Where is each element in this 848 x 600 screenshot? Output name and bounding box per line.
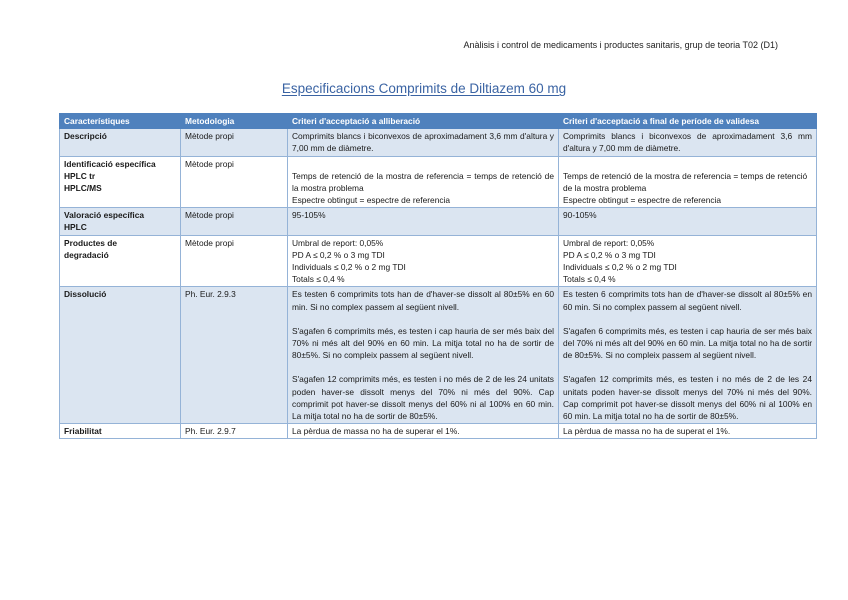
characteristic-line: degradació: [64, 249, 109, 260]
criteria-text: La pèrdua de massa no ha de superar el 1%.: [292, 426, 460, 437]
row-characteristic: [60, 129, 181, 156]
criteria-text: Totals ≤ 0,4 %: [563, 274, 616, 285]
row-characteristic: [60, 208, 181, 235]
row-release-criteria: [288, 287, 559, 424]
row-release-criteria: [288, 156, 559, 208]
criteria-text: PD A ≤ 0,2 % o 3 mg TDI: [292, 249, 385, 260]
criteria-text: 95-105%: [292, 210, 326, 221]
specifications-table: [59, 113, 817, 439]
row-release-criteria: [288, 208, 559, 235]
criteria-text: Comprimits blancs i biconvexos de aproximadament 3,6 mm d'altura y 7,00 mm de diàmetre.: [292, 131, 554, 154]
criteria-text: Temps de retenció de la mostra de referencia = temps de retenció de la mostra problema: [292, 170, 554, 193]
criteria-paragraph: S'agafen 12 comprimits més, es testen i no més de 2 de les 24 unitats poden haver-se dissolt menys del 70% ni més del 90%. Cap comprimit pot haver-se dissolt menys del 60% ni al 100% en 60 min. La mitja total no ha de sortir de 80±5%.: [292, 374, 554, 422]
row-release-criteria: [288, 424, 559, 439]
table-row: [60, 235, 817, 287]
criteria-text: 90-105%: [563, 210, 597, 221]
table-row: [60, 129, 817, 156]
column-header-methodology: Metodologia: [181, 114, 288, 129]
characteristic-line: HPLC/MS: [64, 183, 102, 194]
row-characteristic: [60, 156, 181, 208]
table-row: [60, 287, 817, 424]
criteria-paragraph: S'agafen 12 comprimits més, es testen i no més de 2 de les 24 unitats poden haver-se dissolt menys del 70% ni més del 90%. Cap comprimit pot haver-se dissolt menys del 60% ni al 100% en 60 min. La mitja total no ha de sortir de 80±5%.: [563, 374, 812, 422]
characteristic-line: Descripció: [64, 131, 107, 142]
criteria-text: Umbral de report: 0,05%: [292, 237, 384, 248]
row-characteristic: [60, 235, 181, 287]
criteria-text: Individuals ≤ 0,2 % o 2 mg TDI: [563, 262, 677, 273]
characteristic-line: HPLC: [64, 222, 87, 233]
criteria-paragraph: S'agafen 6 comprimits més, es testen i cap hauria de ser més baix del 70% ni més alt del 90% en 60 min. La mitja total no ha de sortir de 80±5%. Si no compleix passem al següent nivell.: [292, 325, 554, 361]
characteristic-line: HPLC tr: [64, 170, 96, 181]
row-shelf-life-criteria: [559, 235, 817, 287]
criteria-text: Comprimits blancs i biconvexos de aproximadament 3,6 mm d'altura y 7,00 mm de diàmetre.: [563, 131, 812, 154]
row-shelf-life-criteria: [559, 156, 817, 208]
criteria-text: La pèrdua de massa no ha de superat el 1%.: [563, 426, 731, 437]
column-header-characteristics: Característiques: [60, 114, 181, 129]
row-characteristic: [60, 424, 181, 439]
criteria-text: Umbral de report: 0,05%: [563, 237, 655, 248]
characteristic-line: Dissolució: [64, 289, 107, 300]
table-header-row: [60, 114, 817, 129]
column-header-shelf-life-criteria: Criteri d'acceptació a final de període de validesa: [559, 114, 817, 129]
table-row: [60, 156, 817, 208]
row-method: Mètode propi: [181, 129, 288, 156]
characteristic-line: Friabilitat: [64, 426, 102, 437]
criteria-text: Espectre obtingut = espectre de referencia: [563, 195, 722, 206]
characteristic-line: Valoració específica: [64, 210, 145, 221]
document-title: Especificacions Comprimits de Diltiazem 60 mg: [281, 81, 567, 96]
criteria-text: Temps de retenció de la mostra de referencia = temps de retenció de la mostra problema: [563, 170, 808, 193]
row-shelf-life-criteria: [559, 208, 817, 235]
row-shelf-life-criteria: [559, 129, 817, 156]
criteria-text: PD A ≤ 0,2 % o 3 mg TDI: [563, 249, 656, 260]
table-row: [60, 424, 817, 439]
row-shelf-life-criteria: [559, 424, 817, 439]
criteria-paragraph: Es testen 6 comprimits tots han de d'haver-se dissolt al 80±5% en 60 min. Si no complex passem al següent nivell.: [563, 289, 812, 312]
course-header: Anàlisis i control de medicaments i productes sanitaris, grup de teoria T02 (D1): [463, 40, 778, 50]
row-release-criteria: [288, 235, 559, 287]
row-method: Mètode propi: [181, 156, 288, 208]
row-release-criteria: [288, 129, 559, 156]
row-method: Ph. Eur. 2.9.7: [181, 424, 288, 439]
criteria-text: Espectre obtingut = espectre de referencia: [292, 195, 451, 206]
criteria-paragraph: Es testen 6 comprimits tots han de d'haver-se dissolt al 80±5% en 60 min. Si no complex passem al següent nivell.: [292, 289, 554, 312]
criteria-text: Totals ≤ 0,4 %: [292, 274, 345, 285]
row-method: Mètode propi: [181, 235, 288, 287]
row-method: Ph. Eur. 2.9.3: [181, 287, 288, 424]
row-shelf-life-criteria: [559, 287, 817, 424]
criteria-text: Individuals ≤ 0,2 % o 2 mg TDI: [292, 262, 406, 273]
column-header-release-criteria: Criteri d'acceptació a alliberació: [288, 114, 559, 129]
row-characteristic: [60, 287, 181, 424]
criteria-paragraph: S'agafen 6 comprimits més, es testen i cap hauria de ser més baix del 70% ni més alt del 90% en 60 min. La mitja total no ha de sortir de 80±5%. Si no compleix passem al següent nivell.: [563, 325, 812, 361]
characteristic-line: Identificació específica: [64, 158, 156, 169]
row-method: Mètode propi: [181, 208, 288, 235]
characteristic-line: Productes de: [64, 237, 118, 248]
table-row: [60, 208, 817, 235]
